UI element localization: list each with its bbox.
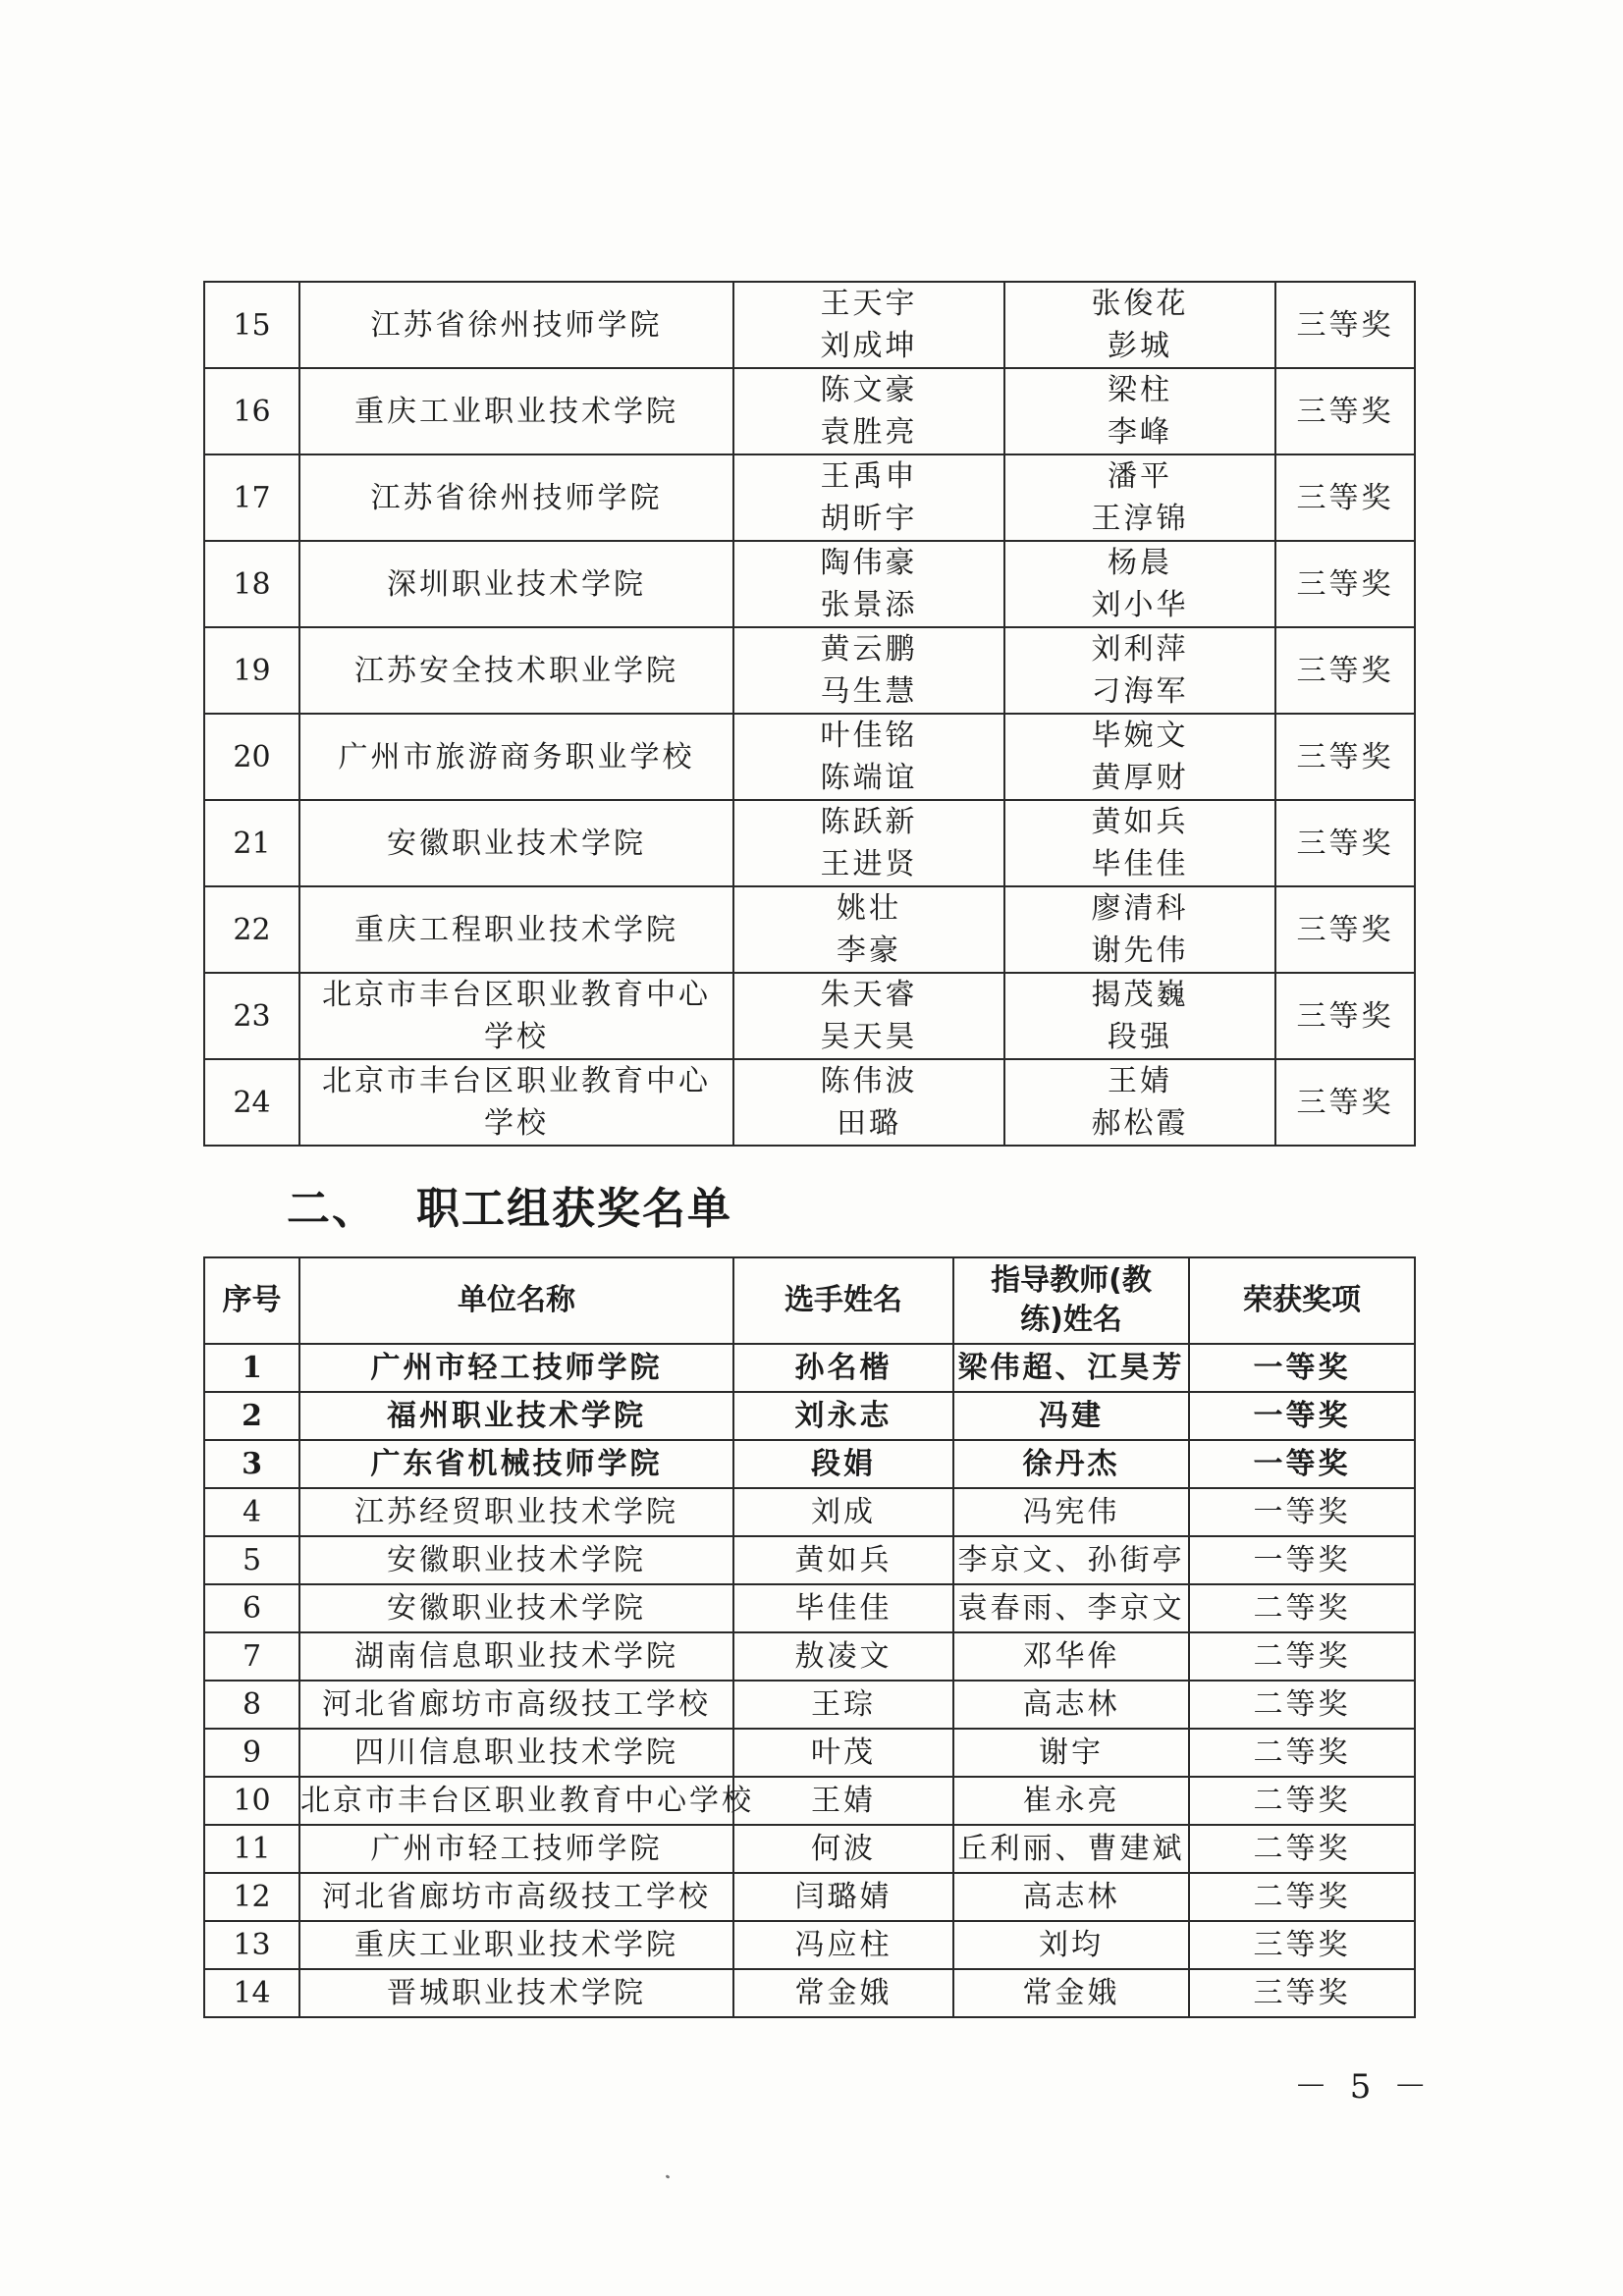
row-players-line: 朱天睿 <box>820 978 918 1012</box>
row-coaches-line: 刘利萍 <box>1091 632 1189 667</box>
row-players-line: 陶伟豪 <box>820 546 918 580</box>
row-player: 刘永志 <box>733 1392 953 1440</box>
row-no: 21 <box>204 800 299 886</box>
table-row <box>204 1584 1415 1632</box>
row-players-line: 姚壮 <box>837 891 901 926</box>
row-coaches <box>1004 973 1275 1059</box>
row-award: 三等奖 <box>1275 368 1415 454</box>
row-players-line: 田璐 <box>837 1106 901 1141</box>
row-coaches-line: 杨晨 <box>1108 546 1172 580</box>
row-players <box>733 541 1004 627</box>
row-coach: 丘利丽、曹建斌 <box>953 1825 1189 1873</box>
row-unit-line: 学校 <box>484 1020 549 1054</box>
row-unit-line: 江苏安全技术职业学院 <box>354 653 678 688</box>
row-no: 22 <box>204 886 299 973</box>
row-player: 王琮 <box>733 1681 953 1729</box>
row-unit: 广州市轻工技师学院 <box>299 1825 733 1873</box>
row-players <box>733 1059 1004 1146</box>
row-player: 段娟 <box>733 1440 953 1488</box>
table-row <box>204 1825 1415 1873</box>
row-no: 16 <box>204 368 299 454</box>
row-players-line: 陈跃新 <box>820 805 918 839</box>
row-coaches-line: 廖清科 <box>1091 891 1189 926</box>
table-row <box>204 1344 1415 1392</box>
table-row <box>204 1440 1415 1488</box>
section-title-text: 职工组获奖名单 <box>416 1184 732 1234</box>
scan-speck <box>666 2174 671 2179</box>
table-row <box>204 454 1415 541</box>
header-coach <box>953 1257 1189 1344</box>
row-unit-line: 北京市丰台区职业教育中心 <box>322 978 711 1012</box>
row-unit-line: 学校 <box>484 1106 549 1141</box>
header-unit: 单位名称 <box>299 1257 733 1344</box>
row-unit: 安徽职业技术学院 <box>299 1536 733 1584</box>
row-coaches-line: 毕婉文 <box>1091 719 1189 753</box>
row-coaches <box>1004 1059 1275 1146</box>
table-row <box>204 1488 1415 1536</box>
row-player: 何波 <box>733 1825 953 1873</box>
row-coaches-line: 揭茂巍 <box>1091 978 1189 1012</box>
row-players-line: 王进贤 <box>820 847 918 881</box>
row-coaches-line: 段强 <box>1108 1020 1172 1054</box>
row-coaches <box>1004 282 1275 368</box>
row-unit-line: 江苏省徐州技师学院 <box>370 480 663 515</box>
row-players-line: 胡昕宇 <box>820 502 918 536</box>
row-coaches-line: 郝松霞 <box>1091 1106 1189 1141</box>
row-player: 刘成 <box>733 1488 953 1536</box>
row-unit: 河北省廊坊市高级技工学校 <box>299 1873 733 1921</box>
row-unit <box>299 541 733 627</box>
row-award: 三等奖 <box>1189 1921 1415 1969</box>
row-players-line: 王天宇 <box>820 287 918 321</box>
table-row <box>204 973 1415 1059</box>
row-no: 20 <box>204 714 299 800</box>
table-header-row <box>204 1257 1415 1344</box>
row-coach: 梁伟超、江昊芳 <box>953 1344 1189 1392</box>
row-coach: 邓华侔 <box>953 1632 1189 1681</box>
row-coach: 李京文、孙街亭 <box>953 1536 1189 1584</box>
row-award: 三等奖 <box>1275 1059 1415 1146</box>
row-unit: 重庆工业职业技术学院 <box>299 1921 733 1969</box>
table-row <box>204 1536 1415 1584</box>
row-coach: 高志林 <box>953 1681 1189 1729</box>
row-players-line: 张景添 <box>820 588 918 622</box>
row-players <box>733 886 1004 973</box>
row-unit <box>299 886 733 973</box>
header-award: 荣获奖项 <box>1189 1257 1415 1344</box>
row-coach: 高志林 <box>953 1873 1189 1921</box>
row-players <box>733 800 1004 886</box>
row-unit-line: 深圳职业技术学院 <box>387 566 646 602</box>
row-coach: 崔永亮 <box>953 1777 1189 1825</box>
table-row <box>204 714 1415 800</box>
row-players-line: 陈端谊 <box>820 761 918 795</box>
row-coaches-line: 梁柱 <box>1108 373 1172 407</box>
row-coach: 袁春雨、李京文 <box>953 1584 1189 1632</box>
table-row <box>204 1729 1415 1777</box>
row-award: 二等奖 <box>1189 1825 1415 1873</box>
row-coach: 冯宪伟 <box>953 1488 1189 1536</box>
row-coaches <box>1004 714 1275 800</box>
row-players <box>733 973 1004 1059</box>
row-player: 闫璐婧 <box>733 1873 953 1921</box>
row-award: 三等奖 <box>1189 1969 1415 2017</box>
row-unit <box>299 282 733 368</box>
row-coaches-line: 彭城 <box>1108 329 1172 363</box>
table-row <box>204 541 1415 627</box>
row-no: 8 <box>204 1681 299 1729</box>
row-players-line: 陈伟波 <box>820 1064 918 1098</box>
row-player: 毕佳佳 <box>733 1584 953 1632</box>
row-players-line: 叶佳铭 <box>820 719 918 753</box>
row-players <box>733 627 1004 714</box>
row-unit: 广东省机械技师学院 <box>299 1440 733 1488</box>
row-players-line: 陈文豪 <box>820 373 918 407</box>
row-no: 4 <box>204 1488 299 1536</box>
row-unit: 江苏经贸职业技术学院 <box>299 1488 733 1536</box>
row-players-line: 吴天昊 <box>820 1020 918 1054</box>
row-no: 18 <box>204 541 299 627</box>
row-unit: 四川信息职业技术学院 <box>299 1729 733 1777</box>
row-award: 三等奖 <box>1275 282 1415 368</box>
row-award: 一等奖 <box>1189 1392 1415 1440</box>
row-coaches-line: 黄如兵 <box>1091 805 1189 839</box>
row-coaches-line: 王婧 <box>1108 1064 1172 1098</box>
row-coaches <box>1004 627 1275 714</box>
row-coaches-line: 谢先伟 <box>1091 934 1189 968</box>
row-no: 11 <box>204 1825 299 1873</box>
row-players-line: 李豪 <box>837 934 901 968</box>
row-unit <box>299 1059 733 1146</box>
table-row <box>204 1921 1415 1969</box>
row-no: 14 <box>204 1969 299 2017</box>
row-player: 黄如兵 <box>733 1536 953 1584</box>
row-no: 9 <box>204 1729 299 1777</box>
row-award: 三等奖 <box>1275 886 1415 973</box>
row-coaches-line: 黄厚财 <box>1091 761 1189 795</box>
row-no: 3 <box>204 1440 299 1488</box>
row-award: 三等奖 <box>1275 541 1415 627</box>
row-players <box>733 282 1004 368</box>
row-coaches <box>1004 368 1275 454</box>
row-award: 一等奖 <box>1189 1344 1415 1392</box>
row-coaches-line: 王淳锦 <box>1091 502 1189 536</box>
row-unit <box>299 973 733 1059</box>
row-players <box>733 714 1004 800</box>
header-coach-line1: 指导教师(教 <box>991 1263 1152 1298</box>
table-row <box>204 627 1415 714</box>
row-players <box>733 368 1004 454</box>
header-coach-line2: 练)姓名 <box>1020 1303 1122 1337</box>
row-coaches <box>1004 541 1275 627</box>
award-table-continued <box>203 281 1416 1147</box>
row-players <box>733 454 1004 541</box>
row-no: 1 <box>204 1344 299 1392</box>
table-row <box>204 282 1415 368</box>
row-no: 10 <box>204 1777 299 1825</box>
row-coach: 徐丹杰 <box>953 1440 1189 1488</box>
table-row <box>204 1777 1415 1825</box>
row-players-line: 马生慧 <box>820 674 918 709</box>
row-no: 24 <box>204 1059 299 1146</box>
row-no: 2 <box>204 1392 299 1440</box>
staff-award-table <box>203 1256 1416 2018</box>
row-award: 二等奖 <box>1189 1729 1415 1777</box>
page-number: － 5 － <box>1294 2067 1434 2107</box>
row-unit-line: 江苏省徐州技师学院 <box>370 307 663 343</box>
row-award: 三等奖 <box>1275 454 1415 541</box>
row-unit: 福州职业技术学院 <box>299 1392 733 1440</box>
row-unit: 湖南信息职业技术学院 <box>299 1632 733 1681</box>
row-award: 一等奖 <box>1189 1488 1415 1536</box>
row-players-line: 王禹申 <box>820 459 918 494</box>
table-row <box>204 1392 1415 1440</box>
row-player: 王婧 <box>733 1777 953 1825</box>
row-no: 23 <box>204 973 299 1059</box>
row-coaches-line: 毕佳佳 <box>1091 847 1189 881</box>
row-award: 一等奖 <box>1189 1440 1415 1488</box>
row-no: 13 <box>204 1921 299 1969</box>
row-award: 三等奖 <box>1275 714 1415 800</box>
table-row <box>204 886 1415 973</box>
row-player: 冯应柱 <box>733 1921 953 1969</box>
row-no: 15 <box>204 282 299 368</box>
row-coaches-line: 潘平 <box>1108 459 1172 494</box>
table-row <box>204 1632 1415 1681</box>
row-coaches-line: 张俊花 <box>1091 287 1189 321</box>
row-unit-line: 安徽职业技术学院 <box>387 826 646 861</box>
row-unit-line: 重庆工业职业技术学院 <box>354 394 678 429</box>
table-row <box>204 1873 1415 1921</box>
row-no: 12 <box>204 1873 299 1921</box>
row-unit: 广州市轻工技师学院 <box>299 1344 733 1392</box>
row-unit <box>299 368 733 454</box>
row-player: 叶茂 <box>733 1729 953 1777</box>
row-award: 二等奖 <box>1189 1584 1415 1632</box>
row-unit: 河北省廊坊市高级技工学校 <box>299 1681 733 1729</box>
row-coach: 刘均 <box>953 1921 1189 1969</box>
row-player: 敖凌文 <box>733 1632 953 1681</box>
row-player: 常金娥 <box>733 1969 953 2017</box>
row-no: 7 <box>204 1632 299 1681</box>
row-unit <box>299 627 733 714</box>
row-unit-line: 北京市丰台区职业教育中心 <box>322 1064 711 1098</box>
row-coaches-line: 李峰 <box>1108 415 1172 450</box>
table-row <box>204 368 1415 454</box>
row-coaches-line: 刘小华 <box>1091 588 1189 622</box>
row-coach: 冯建 <box>953 1392 1189 1440</box>
row-award: 二等奖 <box>1189 1873 1415 1921</box>
row-unit-line: 重庆工程职业技术学院 <box>354 912 678 947</box>
row-unit: 晋城职业技术学院 <box>299 1969 733 2017</box>
row-award: 三等奖 <box>1275 800 1415 886</box>
row-award: 三等奖 <box>1275 973 1415 1059</box>
row-unit: 安徽职业技术学院 <box>299 1584 733 1632</box>
header-no: 序号 <box>204 1257 299 1344</box>
row-coaches <box>1004 800 1275 886</box>
row-unit: 北京市丰台区职业教育中心学校 <box>299 1777 733 1825</box>
section-heading <box>287 1173 732 1236</box>
table-row <box>204 1059 1415 1146</box>
row-no: 17 <box>204 454 299 541</box>
header-player: 选手姓名 <box>733 1257 953 1344</box>
row-award: 一等奖 <box>1189 1536 1415 1584</box>
table-row <box>204 800 1415 886</box>
row-award: 二等奖 <box>1189 1681 1415 1729</box>
row-coach: 谢宇 <box>953 1729 1189 1777</box>
row-unit-line: 广州市旅游商务职业学校 <box>338 739 695 774</box>
row-no: 6 <box>204 1584 299 1632</box>
row-award: 二等奖 <box>1189 1777 1415 1825</box>
section-number: 二、 <box>287 1184 377 1234</box>
row-players-line: 黄云鹏 <box>820 632 918 667</box>
row-coaches <box>1004 454 1275 541</box>
row-unit <box>299 800 733 886</box>
row-unit <box>299 454 733 541</box>
row-no: 5 <box>204 1536 299 1584</box>
row-coaches-line: 刁海军 <box>1091 674 1189 709</box>
table-row <box>204 1969 1415 2017</box>
row-unit <box>299 714 733 800</box>
row-award: 三等奖 <box>1275 627 1415 714</box>
row-players-line: 刘成坤 <box>820 329 918 363</box>
row-coaches <box>1004 886 1275 973</box>
table-row <box>204 1681 1415 1729</box>
row-award: 二等奖 <box>1189 1632 1415 1681</box>
row-coach: 常金娥 <box>953 1969 1189 2017</box>
row-player: 孙名楷 <box>733 1344 953 1392</box>
row-players-line: 袁胜亮 <box>820 415 918 450</box>
row-no: 19 <box>204 627 299 714</box>
